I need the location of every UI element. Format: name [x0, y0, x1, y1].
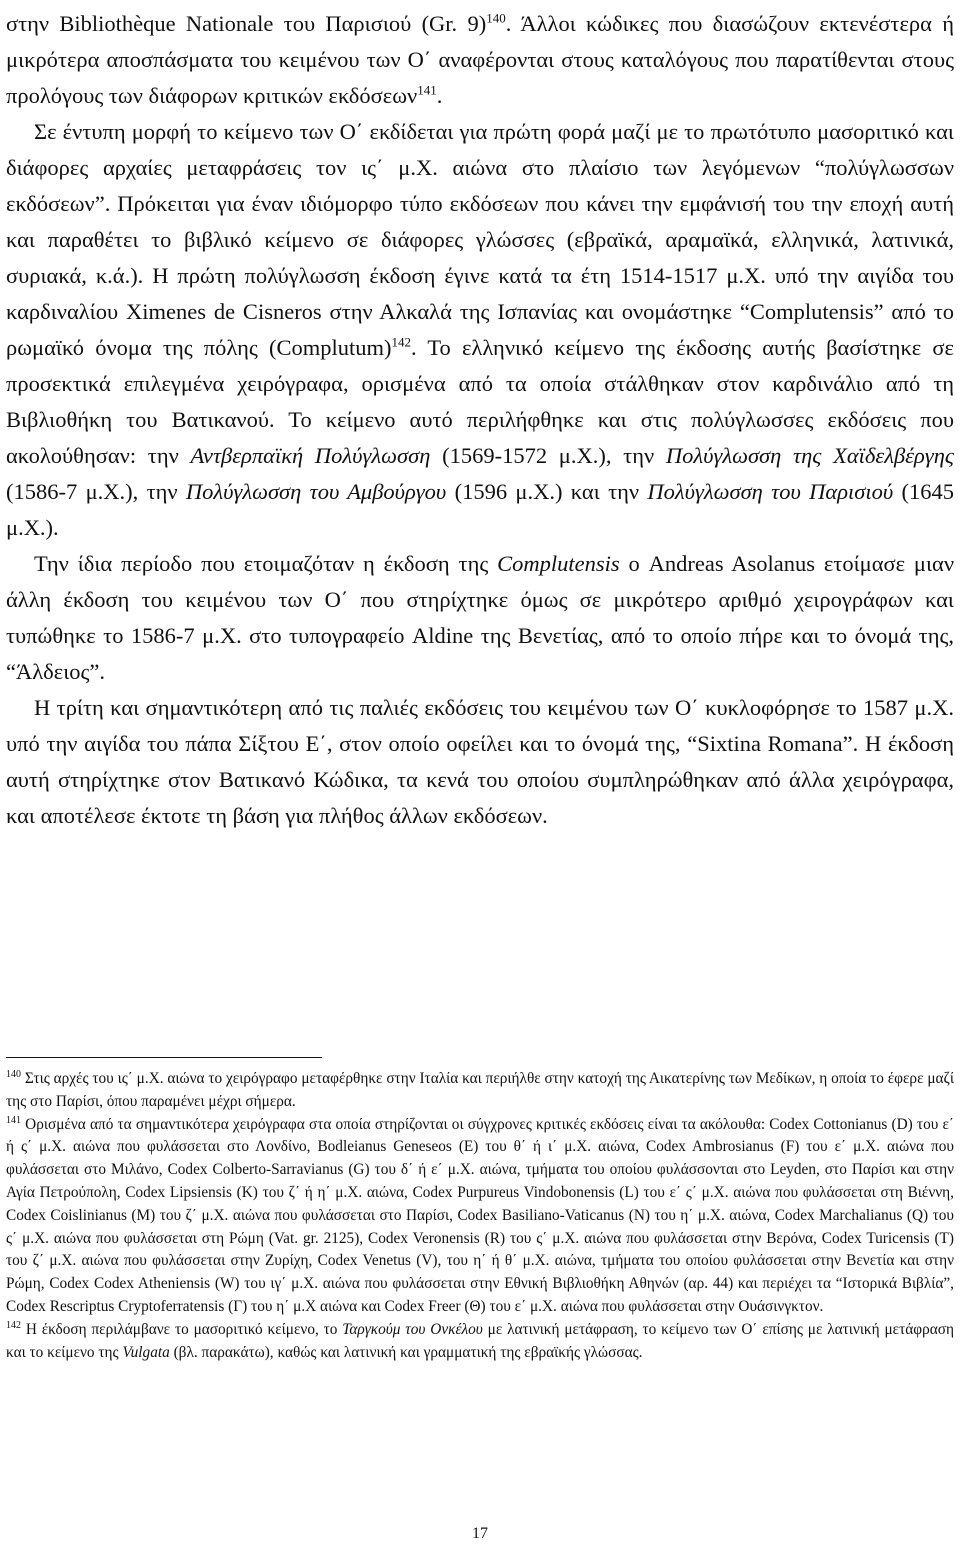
page-number: 17 [472, 1525, 488, 1542]
italic-title: Πολύγλωσση του Παρισιού [647, 479, 894, 504]
footnote-text: Στις αρχές του ις΄ μ.Χ. αιώνα το χειρόγραφο μεταφέρθηκε στην Ιταλία και περιήλθε στην κατοχή της Αικατερίνης των Μεδίκων, η οποία το έφερε μαζί της στο Παρίσι, όπου παραμένει μέχρι σήμερα. [6, 1070, 954, 1110]
text-run: (1569-1572 μ.Χ.), την [430, 443, 666, 468]
text-run: (1596 μ.Χ.) και την [446, 479, 648, 504]
paragraph-2 [6, 114, 954, 546]
footnote-ref-141[interactable]: 141 [417, 82, 437, 98]
footnote-separator [6, 1057, 322, 1058]
text-run: Την ίδια περίοδο που ετοιμαζόταν η έκδοση της [34, 551, 498, 576]
italic-title: Αντβερπαϊκή Πολύγλωσση [190, 443, 431, 468]
footnote-number: 142 [6, 1319, 21, 1331]
footnote-ref-142[interactable]: 142 [391, 334, 411, 350]
paragraph-3 [6, 546, 954, 690]
text-run: Η τρίτη και σημαντικότερη από τις παλιές εκδόσεις του κειμένου των Ο΄ κυκλοφόρησε το 1587 μ.Χ. υπό την αιγίδα του πάπα Σίξτου Ε΄, στον οποίο οφείλει και το όνομά της, “Sixtina Romana”. Η έκδοση αυτή στηρίχτηκε στον Βατικανό Κώδικα, τα κενά του οποίου συμπληρώθηκαν από άλλα χειρόγραφα, και αποτέλεσε έκτοτε τη βάση για πλήθος άλλων εκδόσεων. [6, 695, 954, 828]
italic-title: Ταργκούμ του Ονκέλου [342, 1320, 483, 1338]
italic-title: Πολύγλωσση της Χαϊδελβέργης [665, 443, 954, 468]
text-run: Σε έντυπη μορφή το κείμενο των Ο΄ εκδίδεται για πρώτη φορά μαζί με το πρωτότυπο μασοριτικό και διάφορες αρχαίες μεταφράσεις τον ις΄ μ.Χ. αιώνα στο πλαίσιο των λεγόμενων “πολύγλωσσων εκδόσεων”. Πρόκειται για έναν ιδιόμορφο τύπο εκδόσεων που κάνει την εμφάνισή του την εποχή αυτή και παραθέτει το βιβλικό κείμενο σε διάφορες γλώσσες (εβραϊκά, αραμαϊκά, ελληνικά, λατινικά, συριακά, κ.ά.). Η πρώτη πολύγλωσση έκδοση έγινε κατά τα έτη 1514-1517 μ.Χ. υπό την αιγίδα του καρδιναλίου Ximenes de Cisneros στην Αλκαλά της Ισπανίας και ονομάστηκε “Complutensis” από το ρωμαϊκό όνομα της πόλης (Complutum) [6, 119, 954, 360]
footnote-142 [6, 1319, 954, 1365]
paragraph-1 [6, 6, 954, 114]
footnote-text: με λατινική μετάφραση, το κείμενο των Ο΄ επίσης με λατινική μετάφραση και το κείμενο της [6, 1320, 954, 1361]
main-text [6, 6, 954, 834]
italic-title: Vulgata [122, 1343, 170, 1361]
footnote-140 [6, 1068, 954, 1114]
footnote-text: Ορισμένα από τα σημαντικότερα χειρόγραφα στα οποία στηρίζονται οι σύγχρονες κριτικές εκδόσεις είναι τα ακόλουθα: Codex Cottonianus (D) του ε΄ ή ς΄ μ.Χ. αιώνα που φυλάσσεται στο Λονδίνο, Bodleianus Geneseos (E) του θ΄ ή ι΄ μ.Χ. αιώνα, Codex Ambrosianus (F) του ε΄ μ.Χ. αιώνα που φυλάσσεται στο Μιλάνο, Codex Colberto-Sarravianus (G) του δ΄ ή ε΄ μ.Χ. αιώνα, τμήματα του οποίου φυλάσσονται στο Leyden, στο Παρίσι και στην Αγία Πετρούπολη, Codex Lipsiensis (K) του ζ΄ ή η΄ μ.Χ. αιώνα, Codex Purpureus Vindobonensis (L) του ε΄ ς΄ μ.Χ. αιώνα που φυλάσσεται στη Βιέννη, Codex Coislinianus (M) του ζ΄ μ.Χ. αιώνα που φυλάσσεται στο Παρίσι, Codex Basiliano-Vaticanus (N) του η΄ μ.Χ. αιώνα, Codex Marchalianus (Q) του ς΄ μ.Χ. αιώνα που φυλάσσεται στη Ρώμη (Vat. gr. 2125), Codex Veronensis (R) του ς΄ μ.Χ. αιώνα που φυλάσσεται στην Βερόνα, Codex Turicensis (T) του ζ΄ μ.Χ. αιώνα που φυλάσσεται στην Ζυρίχη, Codex Venetus (V), του η΄ ή θ΄ μ.Χ. αιώνα, τμήματα του οποίου φυλάσσεται στην Βενετία και στην Ρώμη, Codex Codex Atheniensis (W) του ιγ΄ μ.Χ. αιώνα που φυλάσσεται στην Εθνική Βιβλιοθήκη Αθηνών (αρ. 44) και περιέχει τα “Ιστορικά Βιβλία”, Codex Rescriptus Cryptoferratensis (Γ) του η΄ μ.Χ αιώνα και Codex Freer (Θ) του ε΄ μ.Χ. αιώνα που φυλάσσεται στην Ουάσινγκτον. [6, 1115, 954, 1315]
paragraph-4 [6, 690, 954, 834]
footnotes [6, 1068, 954, 1364]
footnote-number: 141 [6, 1114, 21, 1126]
italic-title: Complutensis [497, 551, 620, 576]
italic-title: Πολύγλωσση του Αμβούργου [185, 479, 447, 504]
text-run: στην Bibliothèque Nationale του Παρισιού (Gr. 9) [6, 11, 487, 36]
footnote-text: (βλ. παρακάτω), καθώς και λατινική και γραμματική της εβραϊκής γλώσσας. [169, 1343, 643, 1361]
text-run: . Άλλοι κώδικες που διασώζουν εκτενέστερα ή μικρότερα αποσπάσματα του κειμένου των Ο΄ αναφέρονται στους καταλόγους που παρατίθενται στους προλόγους των διάφορων κριτικών εκδόσεων [6, 11, 954, 108]
footnote-141 [6, 1114, 954, 1319]
text-run: . Το ελληνικό κείμενο της έκδοσης αυτής βασίστηκε σε προσεκτικά επιλεγμένα χειρόγραφα, ορισμένα από τα οποία στάλθηκαν στον καρδινάλιο από τη Βιβλιοθήκη του Βατικανού. Το κείμενο αυτό περιλήφθηκε και στις πολύγλωσσες εκδόσεις που ακολούθησαν: την [6, 335, 954, 468]
text-run: (1645 μ.Χ.). [6, 479, 954, 540]
text-run: ο Andreas Asolanus ετοίμασε μιαν άλλη έκδοση του κειμένου των Ο΄ που στηρίχτηκε όμως σε μικρότερο αριθμό χειρογράφων και τυπώθηκε το 1586-7 μ.Χ. στο τυπογραφείο Aldine της Βενετίας, από το οποίο πήρε και το όνομά της, “Άλδειος”. [6, 551, 955, 684]
text-run: . [436, 83, 443, 108]
text-run: (1586-7 μ.Χ.), την [6, 479, 186, 504]
footnote-ref-140[interactable]: 140 [486, 10, 506, 26]
footnote-text: Η έκδοση περιλάμβανε το μασοριτικό κείμενο, το [21, 1320, 343, 1338]
footnote-number: 140 [6, 1068, 21, 1080]
